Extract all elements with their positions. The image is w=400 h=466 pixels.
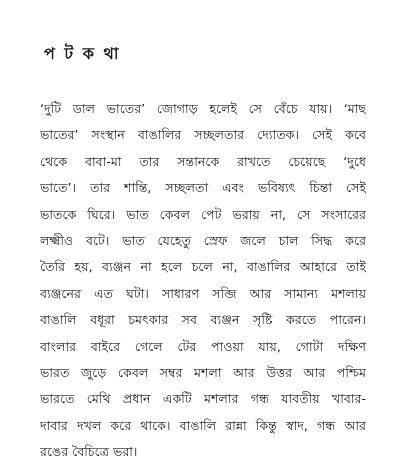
- paragraph-line: ব্যঞ্জনের এত ঘটা। সাধারণ সব্জি আর সামান্য মশলায়: [40, 285, 366, 301]
- paragraph-line: ভারতে মেথি প্রধান একটি মশলার গন্ধ যাবতীয় খাবার-: [40, 391, 366, 407]
- paragraph-line: ভারত জুড়ে কেবল সম্বর মশলা আর উত্তর আর পশ্চিম: [40, 365, 366, 381]
- paragraph-line: ‘দুটি ডাল ভাতের’ জোগাড় হলেই সে বেঁচে যায়। ‘মাছ: [40, 101, 366, 116]
- paragraph-line: থেকে বাবা-মা তার সন্তানকে রাখতে চেয়েছে ‘দুধে: [40, 153, 366, 169]
- paragraph-line: দাবার দখল করে থাকে। বাঙালি রান্না কিন্তু স্বাদ, গন্ধ আর: [40, 417, 366, 433]
- body-paragraph: [40, 96, 366, 466]
- paragraph-line: তৈরি হয়, ব্যঞ্জন না হলে চলে না, বাঙালির আহারে তাই: [40, 259, 366, 275]
- paragraph-line: ভাতে’। তার শান্তি, সচ্ছলতা এবং ভবিষ্যৎ চিন্তা সেই: [40, 180, 366, 196]
- paragraph-line: বাঙালি বধূরা চমৎকার সব ব্যঞ্জন সৃষ্টি করতে পারেন।: [40, 312, 366, 328]
- paragraph-line: লক্ষ্মীও বটে। ভাত যেহেতু স্রেফ জলে চাল সিদ্ধ করে: [40, 233, 366, 249]
- page-heading: প ট ক থা: [44, 44, 121, 63]
- paragraph-line: ভাতের’ সংস্থান বাঙালির সচ্ছলতার দ্যোতক। সেই কবে: [40, 127, 366, 143]
- paragraph-line: রঙের বৈচিত্রে ভরা।: [40, 444, 138, 460]
- paragraph-line: ভাতকে ঘিরে। ভাত কেবল পেট ভরায় না, সে সংসারের: [40, 206, 366, 222]
- paragraph-line: বাংলার বাইরে গেলে টের পাওয়া যায়, গোটা দক্ষিণ: [40, 338, 366, 354]
